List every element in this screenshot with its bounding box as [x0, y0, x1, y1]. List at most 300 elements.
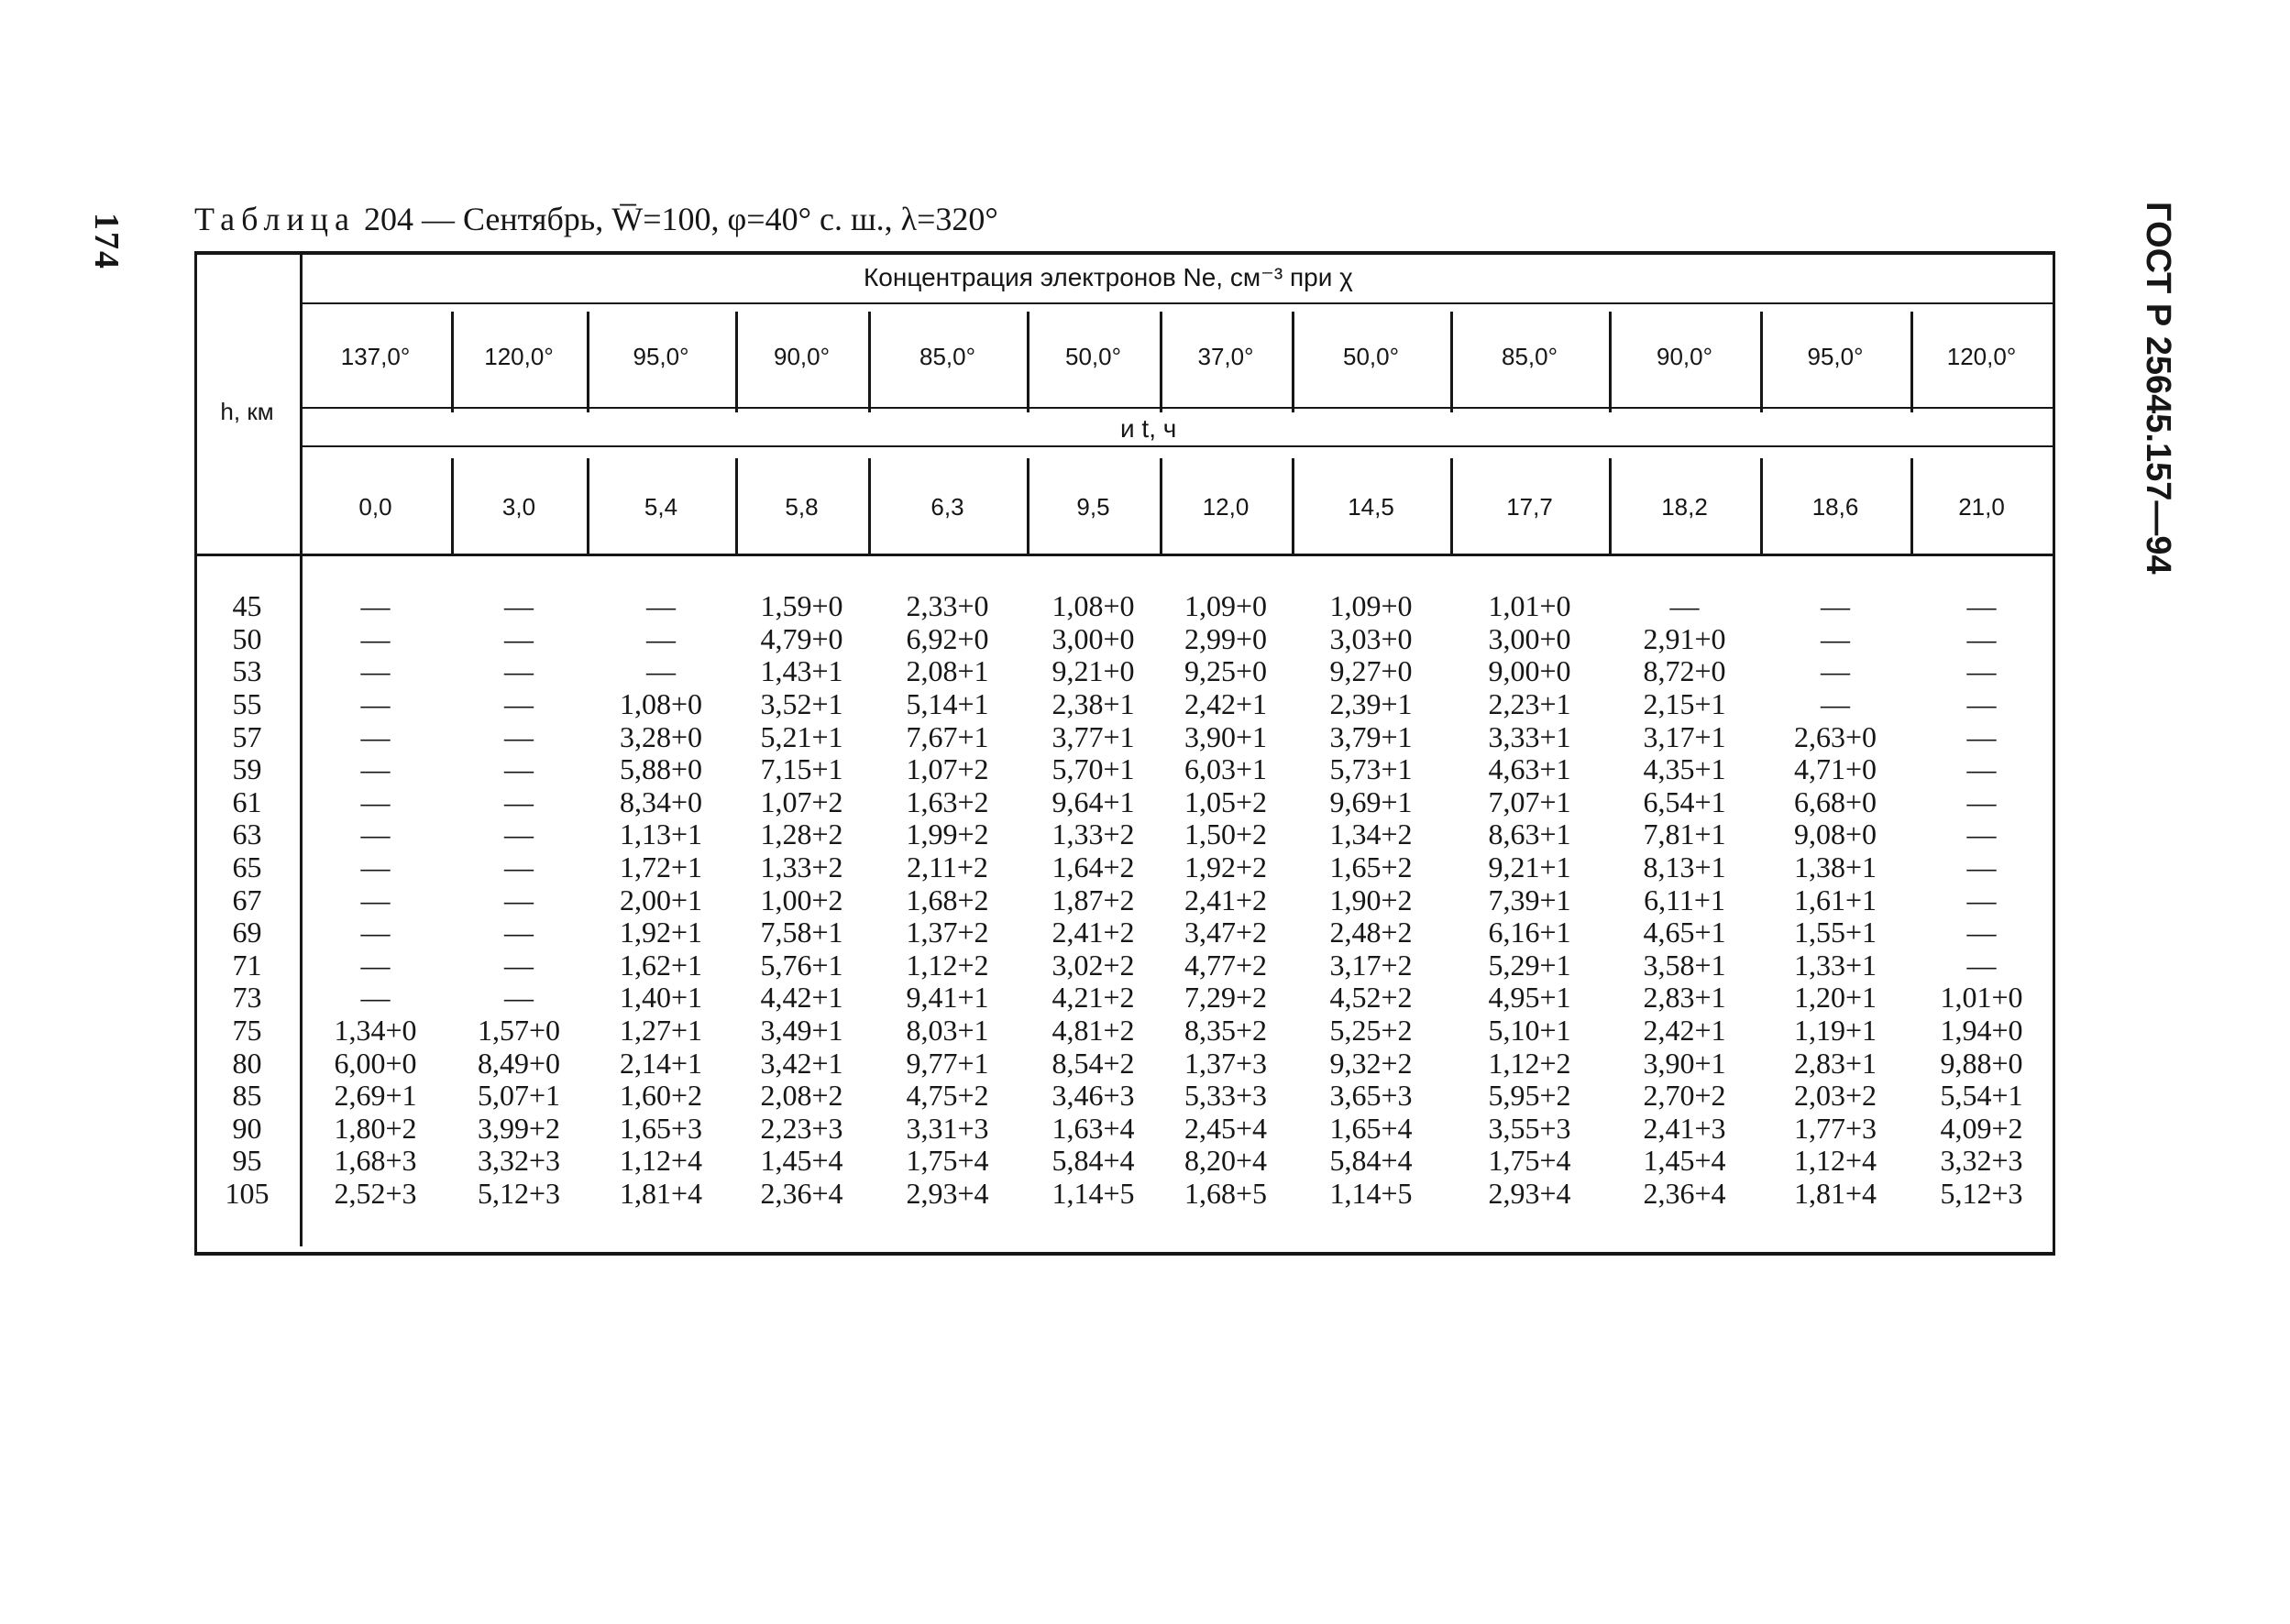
value-cell: 5,12+3	[1940, 1176, 2023, 1210]
chi-column-divider	[451, 312, 454, 412]
value-cell: 5,84+4	[1051, 1144, 1135, 1178]
value-cell: 1,00+2	[760, 883, 843, 916]
chi-value-header: 50,0°	[1064, 343, 1121, 370]
value-cell: 3,32+3	[1940, 1144, 2023, 1178]
table-row	[194, 623, 2055, 656]
value-cell: 2,69+1	[334, 1079, 417, 1113]
chi-column-divider	[1760, 312, 1763, 412]
value-cell: 2,42+1	[1643, 1014, 1726, 1048]
value-cell: 2,23+1	[1488, 687, 1571, 721]
value-cell: 1,34+2	[1329, 817, 1413, 851]
value-cell: 1,01+0	[1488, 589, 1571, 623]
value-cell: 8,63+1	[1488, 817, 1571, 851]
value-cell: 1,37+2	[906, 916, 989, 949]
value-cell: 1,94+0	[1940, 1014, 2023, 1048]
height-cell: 67	[232, 883, 262, 916]
value-cell: 9,08+0	[1793, 817, 1877, 851]
height-cell: 80	[232, 1046, 262, 1080]
document-code: ГОСТ Р 25645.157—94	[2139, 202, 2177, 575]
value-cell: 1,38+1	[1793, 850, 1877, 884]
value-cell: —	[1966, 850, 1997, 884]
value-cell: 3,42+1	[760, 1046, 843, 1080]
time-value-header: 5,4	[644, 493, 678, 521]
chi-value-header: 50,0°	[1342, 343, 1399, 370]
time-column-divider	[1450, 458, 1453, 554]
time-column-divider	[735, 458, 738, 554]
value-cell: 1,75+4	[1488, 1144, 1571, 1178]
value-cell: 9,00+0	[1488, 654, 1571, 688]
value-cell: 4,77+2	[1184, 948, 1268, 982]
time-value-header: 18,6	[1811, 493, 1859, 521]
value-cell: —	[504, 850, 534, 884]
time-column-divider	[587, 458, 589, 554]
value-cell: —	[1966, 752, 1997, 786]
value-cell: —	[1669, 589, 1700, 623]
value-cell: 1,37+3	[1184, 1046, 1268, 1080]
value-cell: 5,12+3	[477, 1176, 561, 1210]
time-column-divider	[1910, 458, 1913, 554]
value-cell: —	[360, 948, 391, 982]
value-cell: —	[646, 589, 676, 623]
time-value-header: 14,5	[1348, 493, 1394, 521]
value-cell: 6,92+0	[906, 621, 989, 655]
chi-value-header: 85,0°	[919, 343, 975, 370]
chi-value-header: 37,0°	[1197, 343, 1254, 370]
time-value-header: 21,0	[1958, 493, 2005, 521]
height-cell: 85	[232, 1079, 262, 1113]
value-cell: 3,00+0	[1051, 621, 1135, 655]
value-cell: —	[1821, 654, 1850, 688]
value-cell: 1,45+4	[1643, 1144, 1726, 1178]
group-title: Концентрация электронов Ne, см⁻³ при χ	[864, 263, 1353, 291]
value-cell: —	[504, 752, 534, 786]
height-cell: 53	[232, 654, 262, 688]
value-cell: 1,13+1	[619, 817, 703, 851]
value-cell: 1,19+1	[1793, 1014, 1877, 1048]
value-cell: 1,87+2	[1051, 883, 1135, 916]
value-cell: 2,14+1	[619, 1046, 703, 1080]
value-cell: 3,90+1	[1643, 1046, 1726, 1080]
value-cell: 8,54+2	[1051, 1046, 1135, 1080]
value-cell: 7,15+1	[760, 752, 843, 786]
value-cell: 2,38+1	[1051, 687, 1135, 721]
value-cell: 9,69+1	[1329, 785, 1413, 818]
value-cell: 1,81+4	[1793, 1176, 1877, 1210]
value-cell: —	[504, 719, 534, 753]
time-value-header: 3,0	[501, 493, 536, 521]
value-cell: 3,90+1	[1184, 719, 1268, 753]
height-cell: 63	[232, 817, 262, 851]
value-cell: 7,67+1	[906, 719, 989, 753]
value-cell: 2,93+4	[1488, 1176, 1571, 1210]
value-cell: 1,77+3	[1793, 1111, 1877, 1145]
value-cell: 3,31+3	[906, 1111, 989, 1145]
value-cell: —	[1966, 948, 1997, 982]
value-cell: 5,54+1	[1940, 1079, 2023, 1113]
value-cell: 1,12+2	[1488, 1046, 1571, 1080]
value-cell: 5,10+1	[1488, 1014, 1571, 1048]
height-cell: 55	[232, 687, 262, 721]
height-cell: 57	[232, 719, 262, 753]
value-cell: —	[504, 589, 534, 623]
value-cell: 5,33+3	[1184, 1079, 1268, 1113]
height-cell: 69	[232, 916, 262, 949]
table-row	[194, 982, 2055, 1015]
chi-column-divider	[1292, 312, 1294, 412]
value-cell: 5,29+1	[1488, 948, 1571, 982]
value-cell: 1,07+2	[906, 752, 989, 786]
value-cell: 3,17+2	[1329, 948, 1413, 982]
header-rule-3	[300, 445, 2055, 447]
table-top-rule	[194, 251, 2055, 255]
value-cell: 2,15+1	[1643, 687, 1726, 721]
value-cell: 4,35+1	[1643, 752, 1726, 786]
value-cell: 1,05+2	[1184, 785, 1268, 818]
value-cell: 3,77+1	[1051, 719, 1135, 753]
value-cell: 2,11+2	[907, 850, 988, 884]
value-cell: 1,80+2	[334, 1111, 417, 1145]
time-column-divider	[1160, 458, 1162, 554]
value-cell: 2,00+1	[619, 883, 703, 916]
value-cell: 6,03+1	[1184, 752, 1268, 786]
table-row	[194, 1145, 2055, 1178]
value-cell: —	[360, 850, 391, 884]
value-cell: 9,32+2	[1329, 1046, 1413, 1080]
header-rule-2	[300, 407, 2055, 409]
chi-column-divider	[1160, 312, 1162, 412]
value-cell: 3,46+3	[1051, 1079, 1135, 1113]
value-cell: 9,77+1	[906, 1046, 989, 1080]
value-cell: 7,81+1	[1643, 817, 1726, 851]
value-cell: 6,00+0	[334, 1046, 417, 1080]
time-column-divider	[868, 458, 871, 554]
value-cell: 3,03+0	[1329, 621, 1413, 655]
height-cell: 59	[232, 752, 262, 786]
table-caption	[194, 200, 998, 238]
value-cell: 2,36+4	[1643, 1176, 1726, 1210]
value-cell: 2,63+0	[1793, 719, 1877, 753]
chi-column-divider	[735, 312, 738, 412]
chi-column-divider	[868, 312, 871, 412]
value-cell: —	[504, 817, 534, 851]
value-cell: 7,29+2	[1184, 981, 1268, 1015]
value-cell: 1,20+1	[1793, 981, 1877, 1015]
value-cell: —	[360, 883, 391, 916]
value-cell: —	[1966, 719, 1997, 753]
value-cell: —	[504, 621, 534, 655]
chi-value-header: 85,0°	[1501, 343, 1558, 370]
value-cell: 1,07+2	[760, 785, 843, 818]
chi-value-header: 95,0°	[633, 343, 689, 370]
chi-value-header: 90,0°	[773, 343, 830, 370]
value-cell: 1,14+5	[1051, 1176, 1135, 1210]
value-cell: 1,01+0	[1940, 981, 2023, 1015]
value-cell: 2,33+0	[906, 589, 989, 623]
value-cell: 2,70+2	[1643, 1079, 1726, 1113]
value-cell: 2,41+2	[1184, 883, 1268, 916]
sub-title: и t, ч	[1120, 414, 1177, 443]
value-cell: —	[504, 981, 534, 1015]
value-cell: 5,76+1	[760, 948, 843, 982]
value-cell: 1,33+1	[1793, 948, 1877, 982]
height-cell: 71	[232, 948, 262, 982]
value-cell: 8,34+0	[619, 785, 703, 818]
value-cell: —	[504, 654, 534, 688]
value-cell: 4,52+2	[1329, 981, 1413, 1015]
table-row	[194, 688, 2055, 721]
value-cell: —	[1821, 621, 1850, 655]
value-cell: 3,79+1	[1329, 719, 1413, 753]
table-bottom-rule	[194, 1252, 2055, 1256]
value-cell: 1,68+2	[906, 883, 989, 916]
height-cell: 90	[232, 1111, 262, 1145]
height-cell: 75	[232, 1014, 262, 1048]
value-cell: —	[360, 785, 391, 818]
value-cell: 1,72+1	[619, 850, 703, 884]
value-cell: 2,41+3	[1643, 1111, 1726, 1145]
value-cell: 4,42+1	[760, 981, 843, 1015]
value-cell: —	[360, 817, 391, 851]
value-cell: —	[504, 948, 534, 982]
table-row	[194, 1178, 2055, 1211]
value-cell: 2,36+4	[760, 1176, 843, 1210]
chi-column-divider	[1609, 312, 1612, 412]
value-cell: 5,21+1	[760, 719, 843, 753]
height-cell: 95	[232, 1144, 262, 1178]
value-cell: 1,61+1	[1793, 883, 1877, 916]
value-cell: 2,93+4	[906, 1176, 989, 1210]
value-cell: 1,45+4	[760, 1144, 843, 1178]
height-cell: 50	[232, 621, 262, 655]
value-cell: 2,91+0	[1643, 621, 1726, 655]
header-bottom-rule	[194, 554, 2055, 556]
value-cell: 6,54+1	[1643, 785, 1726, 818]
value-cell: 8,20+4	[1184, 1144, 1268, 1178]
value-cell: 5,84+4	[1329, 1144, 1413, 1178]
value-cell: 4,75+2	[906, 1079, 989, 1113]
value-cell: 1,59+0	[760, 589, 843, 623]
value-cell: 1,90+2	[1329, 883, 1413, 916]
value-cell: 1,14+5	[1329, 1176, 1413, 1210]
value-cell: 9,64+1	[1051, 785, 1135, 818]
value-cell: —	[360, 687, 391, 721]
value-cell: 1,68+3	[334, 1144, 417, 1178]
value-cell: 7,39+1	[1488, 883, 1571, 916]
value-cell: 3,55+3	[1488, 1111, 1571, 1145]
value-cell: 1,33+2	[1051, 817, 1135, 851]
height-cell: 105	[225, 1176, 270, 1210]
value-cell: 5,73+1	[1329, 752, 1413, 786]
value-cell: 3,58+1	[1643, 948, 1726, 982]
value-cell: 1,64+2	[1051, 850, 1135, 884]
value-cell: 4,71+0	[1793, 752, 1877, 786]
value-cell: 1,63+2	[906, 785, 989, 818]
value-cell: 7,58+1	[760, 916, 843, 949]
value-cell: 1,12+4	[619, 1144, 703, 1178]
value-cell: 1,09+0	[1329, 589, 1413, 623]
value-cell: 1,99+2	[906, 817, 989, 851]
value-cell: 3,00+0	[1488, 621, 1571, 655]
value-cell: 8,49+0	[477, 1046, 561, 1080]
value-cell: 5,95+2	[1488, 1079, 1571, 1113]
value-cell: 2,99+0	[1184, 621, 1268, 655]
value-cell: 1,92+2	[1184, 850, 1268, 884]
height-cell: 65	[232, 850, 262, 884]
time-column-divider	[1027, 458, 1029, 554]
value-cell: 1,12+2	[906, 948, 989, 982]
value-cell: —	[504, 883, 534, 916]
value-cell: —	[504, 785, 534, 818]
time-column-divider	[1609, 458, 1612, 554]
value-cell: —	[646, 654, 676, 688]
time-value-header: 12,0	[1202, 493, 1250, 521]
value-cell: 1,50+2	[1184, 817, 1268, 851]
time-value-header: 9,5	[1076, 493, 1110, 521]
value-cell: 7,07+1	[1488, 785, 1571, 818]
value-cell: 5,25+2	[1329, 1014, 1413, 1048]
header-rule-1	[300, 302, 2055, 304]
caption-text: 204 — Сентябрь, W̅=100, φ=40° с. ш., λ=320°	[363, 201, 998, 237]
value-cell: 5,88+0	[619, 752, 703, 786]
value-cell: 3,49+1	[760, 1014, 843, 1048]
time-value-header: 18,2	[1661, 493, 1708, 521]
value-cell: 9,88+0	[1940, 1046, 2023, 1080]
value-cell: —	[360, 654, 391, 688]
value-cell: 3,28+0	[619, 719, 703, 753]
table-row	[194, 1080, 2055, 1113]
value-cell: 3,02+2	[1051, 948, 1135, 982]
value-cell: 1,28+2	[760, 817, 843, 851]
value-cell: —	[360, 981, 391, 1015]
value-cell: 9,21+1	[1488, 850, 1571, 884]
value-cell: —	[360, 752, 391, 786]
value-cell: 4,79+0	[760, 621, 843, 655]
value-cell: 1,09+0	[1184, 589, 1268, 623]
value-cell: 1,55+1	[1793, 916, 1877, 949]
table-row	[194, 818, 2055, 851]
value-cell: 3,52+1	[760, 687, 843, 721]
value-cell: 1,62+1	[619, 948, 703, 982]
height-cell: 73	[232, 981, 262, 1015]
chi-value-header: 90,0°	[1656, 343, 1712, 370]
value-cell: 3,65+3	[1329, 1079, 1413, 1113]
value-cell: —	[504, 916, 534, 949]
value-cell: 1,43+1	[760, 654, 843, 688]
value-cell: 4,63+1	[1488, 752, 1571, 786]
time-value-header: 6,3	[930, 493, 964, 521]
value-cell: 1,92+1	[619, 916, 703, 949]
chi-value-header: 137,0°	[340, 343, 411, 370]
table-row	[194, 1047, 2055, 1080]
value-cell: 2,42+1	[1184, 687, 1268, 721]
caption-word: Таблица	[194, 201, 356, 237]
value-cell: 1,34+0	[334, 1014, 417, 1048]
value-cell: —	[1966, 687, 1997, 721]
time-column-divider	[1292, 458, 1294, 554]
value-cell: 1,08+0	[1051, 589, 1135, 623]
value-cell: 5,14+1	[906, 687, 989, 721]
value-cell: 1,81+4	[619, 1176, 703, 1210]
value-cell: 1,65+4	[1329, 1111, 1413, 1145]
table-row	[194, 883, 2055, 916]
value-cell: 2,08+2	[760, 1079, 843, 1113]
chi-column-divider	[1450, 312, 1453, 412]
chi-value-header: 120,0°	[1946, 343, 2017, 370]
time-value-header: 5,8	[785, 493, 819, 521]
value-cell: 1,63+4	[1051, 1111, 1135, 1145]
value-cell: 1,12+4	[1793, 1144, 1877, 1178]
value-cell: 2,23+3	[760, 1111, 843, 1145]
table-row	[194, 916, 2055, 949]
value-cell: —	[504, 687, 534, 721]
value-cell: 4,95+1	[1488, 981, 1571, 1015]
value-cell: 8,72+0	[1643, 654, 1726, 688]
value-cell: 3,32+3	[477, 1144, 561, 1178]
value-cell: 1,65+2	[1329, 850, 1413, 884]
value-cell: 2,48+2	[1329, 916, 1413, 949]
value-cell: 2,08+1	[906, 654, 989, 688]
value-cell: 4,81+2	[1051, 1014, 1135, 1048]
value-cell: 1,75+4	[906, 1144, 989, 1178]
data-table	[194, 251, 2055, 1259]
value-cell: 9,25+0	[1184, 654, 1268, 688]
value-cell: —	[646, 621, 676, 655]
value-cell: —	[1821, 687, 1850, 721]
chi-column-divider	[1027, 312, 1029, 412]
value-cell: 3,17+1	[1643, 719, 1726, 753]
page-number: 174	[87, 213, 126, 270]
value-cell: 2,45+4	[1184, 1111, 1268, 1145]
table-row	[194, 655, 2055, 688]
value-cell: 3,47+2	[1184, 916, 1268, 949]
value-cell: 4,21+2	[1051, 981, 1135, 1015]
chi-column-divider	[1910, 312, 1913, 412]
value-cell: 1,33+2	[760, 850, 843, 884]
value-cell: 1,08+0	[619, 687, 703, 721]
value-cell: 4,09+2	[1940, 1111, 2023, 1145]
value-cell: 5,70+1	[1051, 752, 1135, 786]
height-cell: 45	[232, 589, 262, 623]
time-value-header: 0,0	[358, 493, 392, 521]
value-cell: —	[1966, 883, 1997, 916]
value-cell: 5,07+1	[477, 1079, 561, 1113]
table-row	[194, 949, 2055, 982]
value-cell: 9,27+0	[1329, 654, 1413, 688]
table-body	[194, 590, 2055, 1210]
value-cell: 1,27+1	[619, 1014, 703, 1048]
value-cell: 2,41+2	[1051, 916, 1135, 949]
value-cell: —	[1821, 589, 1850, 623]
value-cell: —	[1966, 785, 1997, 818]
value-cell: 4,65+1	[1643, 916, 1726, 949]
value-cell: —	[1966, 621, 1997, 655]
table-row	[194, 1113, 2055, 1146]
value-cell: 2,83+1	[1643, 981, 1726, 1015]
time-value-header: 17,7	[1506, 493, 1553, 521]
value-cell: —	[360, 621, 391, 655]
height-cell: 61	[232, 785, 262, 818]
value-cell: 8,35+2	[1184, 1014, 1268, 1048]
table-row	[194, 753, 2055, 786]
time-column-divider	[451, 458, 454, 554]
value-cell: 8,03+1	[906, 1014, 989, 1048]
value-cell: 3,99+2	[477, 1111, 561, 1145]
value-cell: 2,83+1	[1793, 1046, 1877, 1080]
chi-value-header: 120,0°	[484, 343, 554, 370]
time-column-divider	[1760, 458, 1763, 554]
value-cell: —	[1966, 589, 1997, 623]
table-row	[194, 851, 2055, 884]
